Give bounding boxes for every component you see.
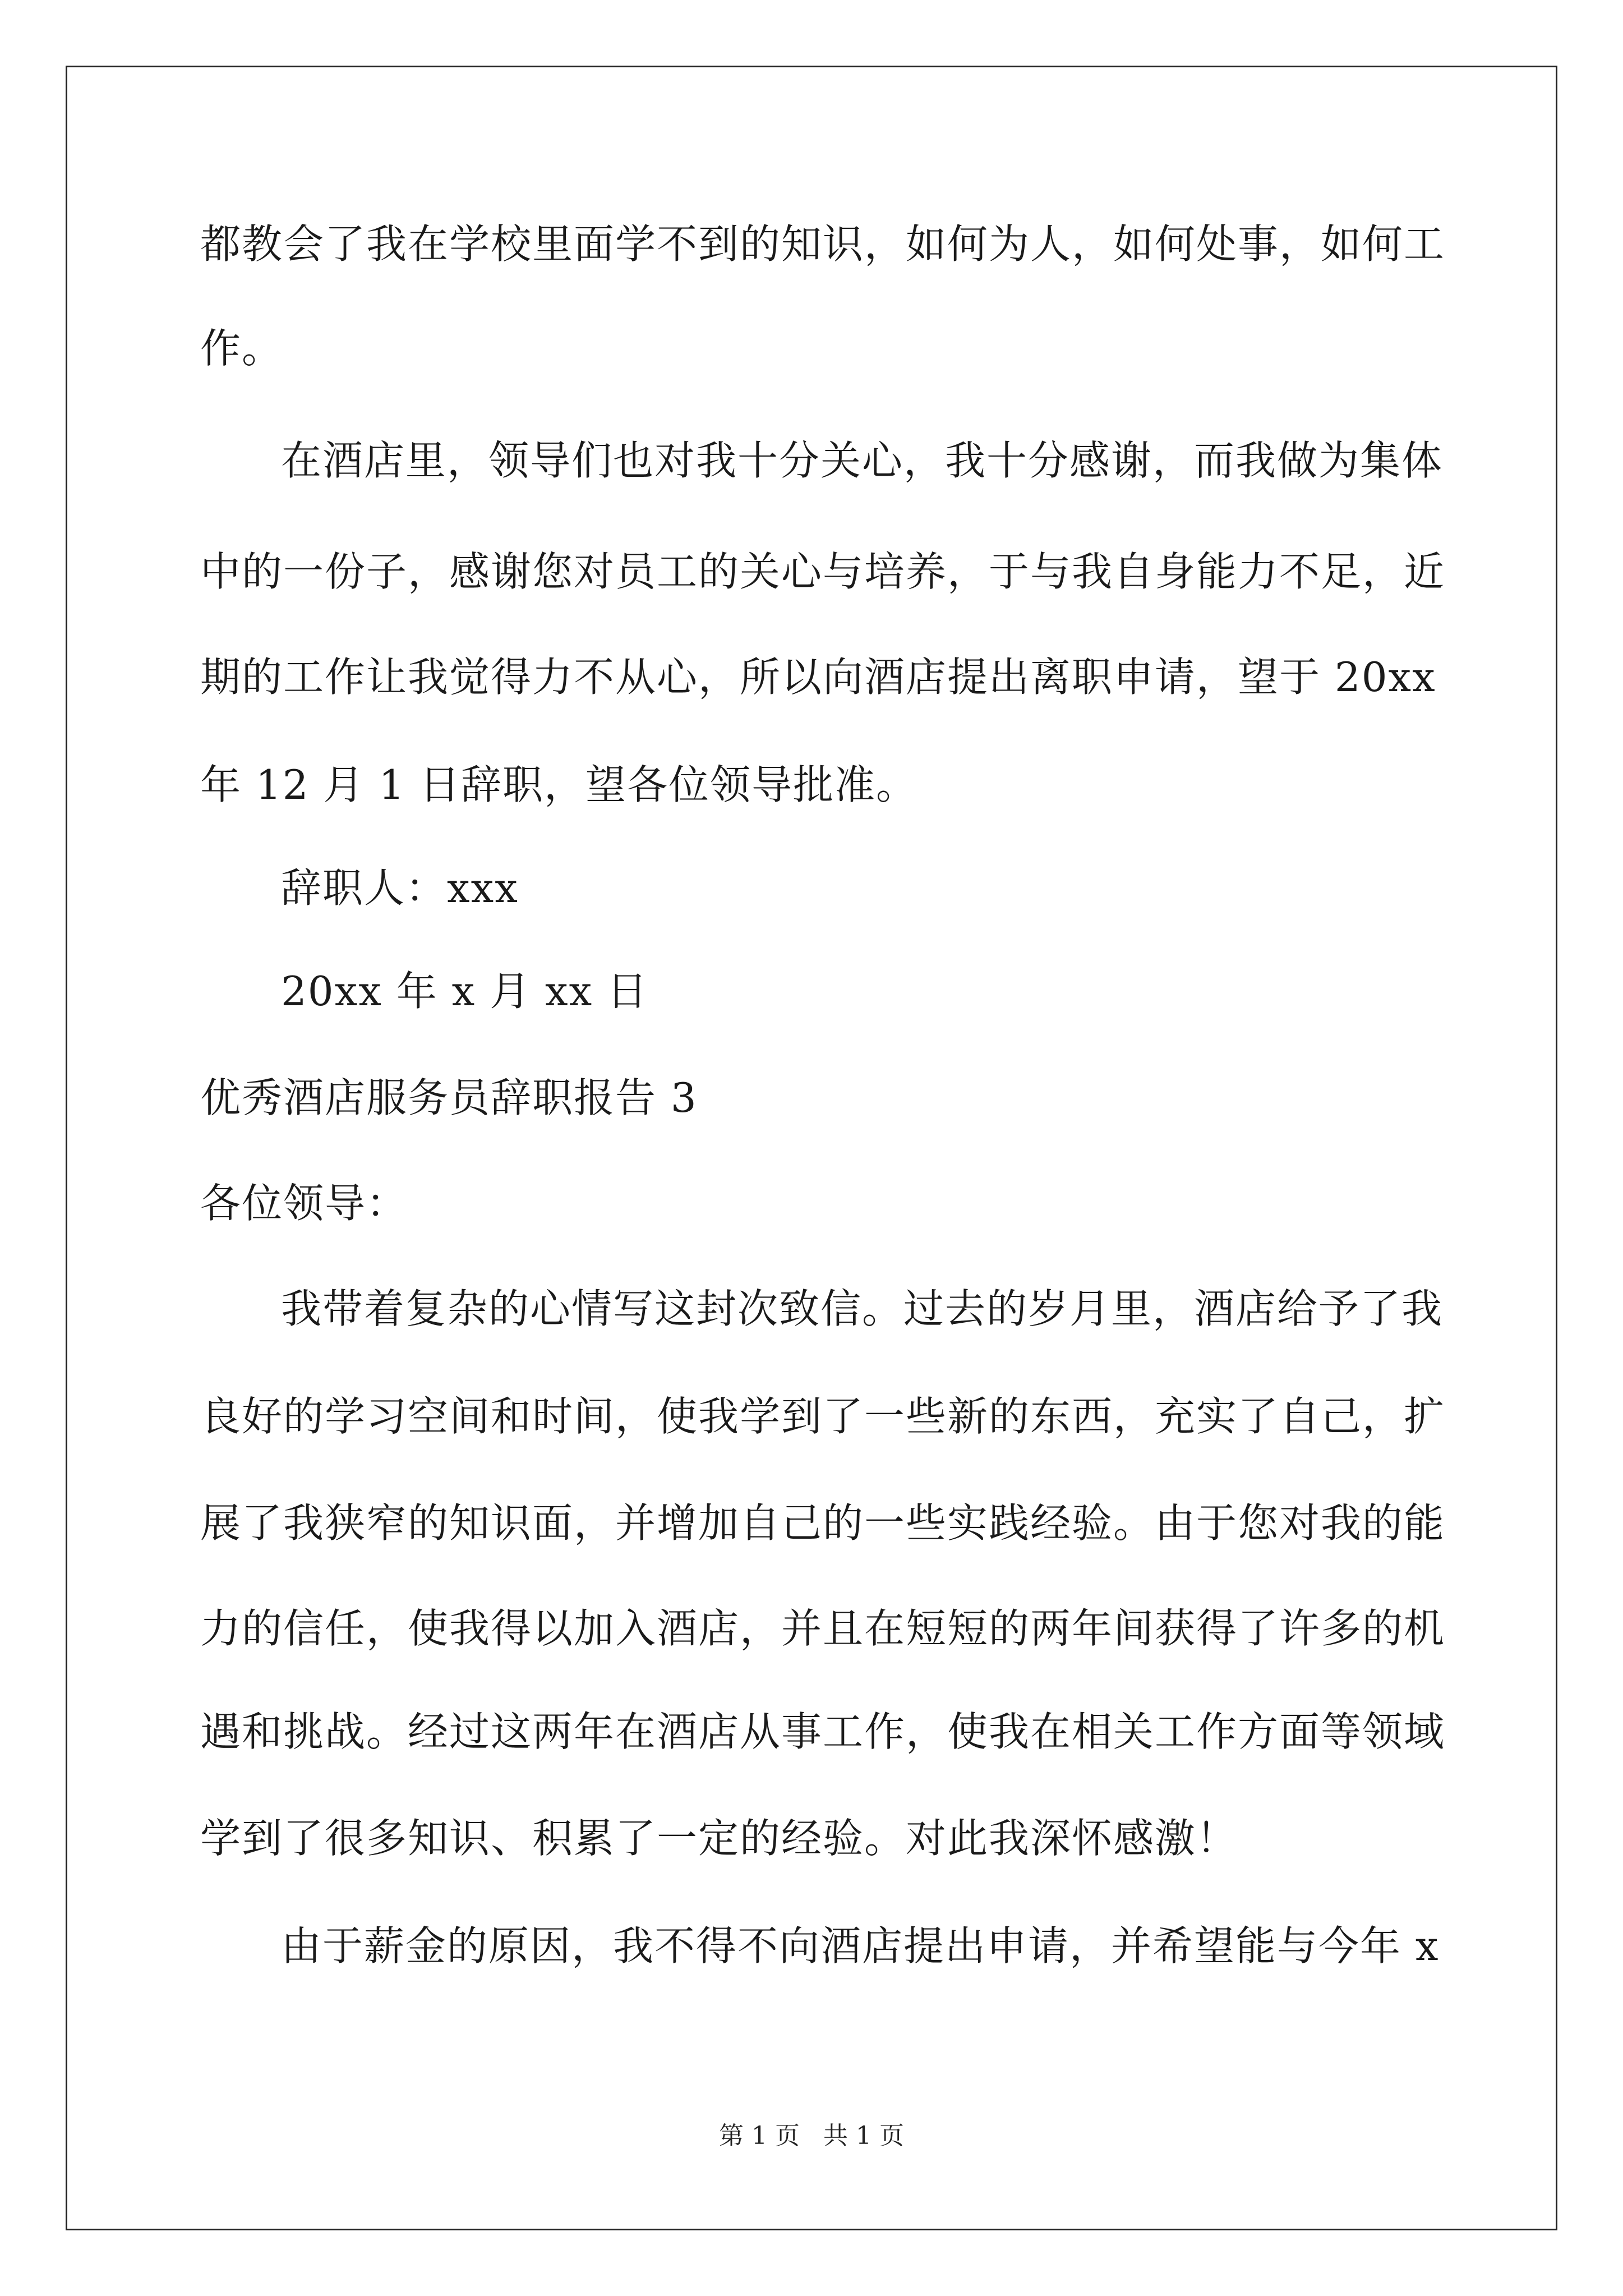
text-line: 良好的学习空间和时间，使我学到了一些新的东西，充实了自己，扩 <box>200 1393 1446 1440</box>
text-line: 期的工作让我觉得力不从心，所以向酒店提出离职申请，望于 20xx <box>200 654 1436 701</box>
date-line: 20xx 年 x 月 xx 日 <box>281 968 649 1015</box>
section-title: 优秀酒店服务员辞职报告 3 <box>200 1074 698 1121</box>
page-number: 第 1 页 <box>719 2122 800 2150</box>
salutation: 各位领导： <box>200 1180 408 1227</box>
text-line: 展了我狭窄的知识面，并增加自己的一些实践经验。由于您对我的能 <box>200 1499 1446 1547</box>
signature-line: 辞职人：xxx <box>281 864 519 912</box>
text-line: 由于薪金的原因，我不得不向酒店提出申请，并希望能与今年 x <box>281 1922 1440 1970</box>
text-line: 在酒店里，领导们也对我十分关心，我十分感谢，而我做为集体 <box>281 437 1444 484</box>
text-line: 学到了很多知识、积累了一定的经验。对此我深怀感激！ <box>200 1815 1238 1862</box>
page-border <box>66 66 1557 2230</box>
page-footer <box>0 2119 1623 2153</box>
text-line: 中的一份子，感谢您对员工的关心与培养，于与我自身能力不足，近 <box>200 548 1446 595</box>
text-line: 作。 <box>200 325 284 372</box>
page-total: 共 1 页 <box>823 2122 904 2150</box>
text-line: 年 12 月 1 日辞职，望各位领导批准。 <box>200 761 917 808</box>
text-line: 遇和挑战。经过这两年在酒店从事工作，使我在相关工作方面等领域 <box>200 1708 1446 1755</box>
text-line: 都教会了我在学校里面学不到的知识，如何为人，如何处事，如何工 <box>200 220 1446 268</box>
text-line: 我带着复杂的心情写这封次致信。过去的岁月里，酒店给予了我 <box>281 1285 1444 1332</box>
text-line: 力的信任，使我得以加入酒店，并且在短短的两年间获得了许多的机 <box>200 1605 1446 1652</box>
